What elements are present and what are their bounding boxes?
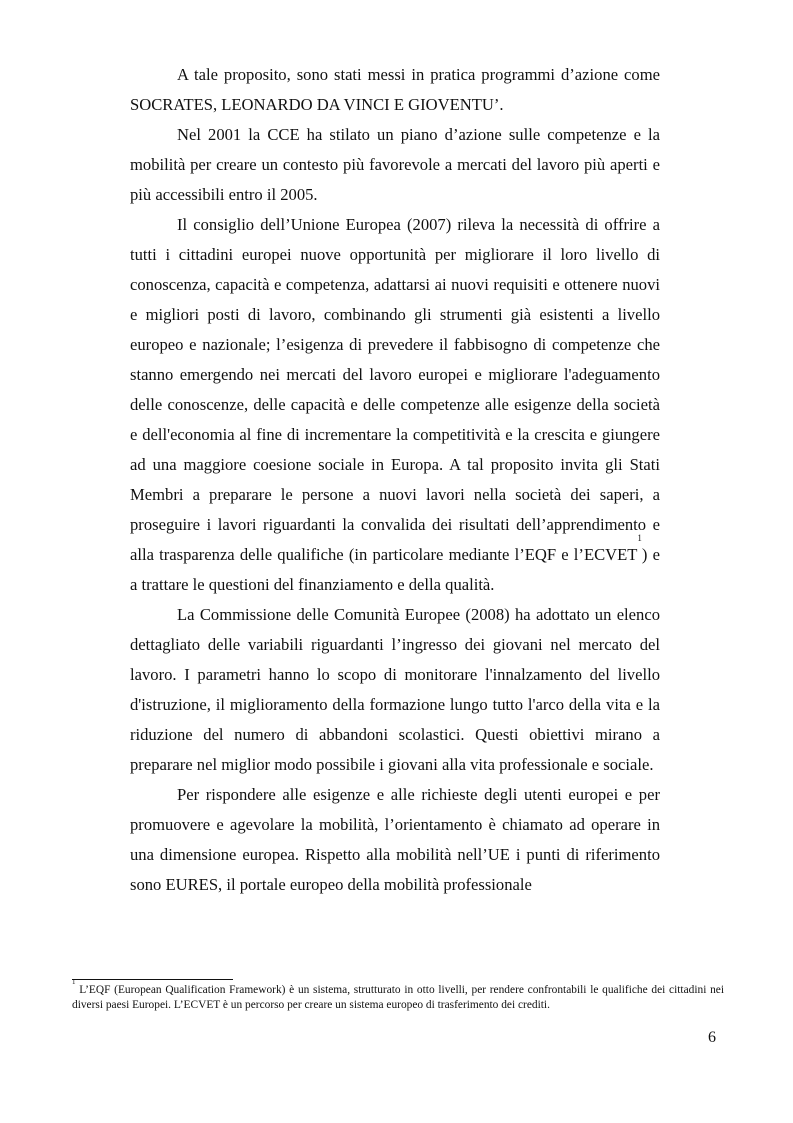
- footnote-text: L’EQF (European Qualification Framework) è un sistema, strutturato in otto livelli, per rendere confrontabili le qualifiche dei cittadini nei diversi paesi Europei. L’ECVET è un percorso per creare un sistema europeo di trasferimento dei crediti.: [72, 984, 724, 1011]
- paragraph-3: [130, 210, 660, 600]
- paragraph-1: A tale proposito, sono stati messi in pratica programmi d’azione come SOCRATES, LEONARDO DA VINCI E GIOVENTU’.: [130, 65, 660, 114]
- paragraph-3-text: Il consiglio dell’Unione Europea (2007) rileva la necessità di offrire a tutti i cittadini europei nuove opportunità per migliorare il loro livello di conoscenza, capacità e competenza, adattarsi ai nuovi requisiti e ottenere nuovi e migliori posti di lavoro, combinando gli strumenti già esistenti a livello europeo e nazionale; l’esigenza di prevedere il fabbisogno di competenze che stanno emergendo nei mercati del lavoro europei e migliorare l'adeguamento delle conoscenze, delle capacità e delle competenze alle esigenze della società e dell'economia al fine di incrementare la competitività e la crescita e giungere ad una maggiore coesione sociale in Europa. A tal proposito invita gli Stati Membri a preparare le persone a nuovi lavori nella società dei saperi, a proseguire i lavori riguardanti la convalida dei risultati dell’apprendimento e alla trasparenza delle qualifiche (in particolare mediante l’EQF e l’ECVET: [130, 215, 660, 564]
- paragraph-2: Nel 2001 la CCE ha stilato un piano d’azione sulle competenze e la mobilità per creare un contesto più favorevole a mercati del lavoro più aperti e più accessibili entro il 2005.: [130, 125, 660, 204]
- body-text: [130, 60, 660, 900]
- footnote-reference[interactable]: 1: [637, 533, 642, 543]
- page-number: 6: [708, 1029, 716, 1046]
- paragraph-4: La Commissione delle Comunità Europee (2008) ha adottato un elenco dettagliato delle variabili riguardanti l’ingresso dei giovani nel mercato del lavoro. I parametri hanno lo scopo di monitorare l'innalzamento del livello d'istruzione, il miglioramento della formazione lungo tutto l'arco della vita e la riduzione del numero di abbandoni scolastici. Questi obiettivi mirano a preparare nel miglior modo possibile i giovani alla vita professionale e sociale.: [130, 605, 660, 774]
- paragraph-3-text-end: ) e a trattare le questioni del finanziamento e della qualità.: [130, 545, 660, 594]
- paragraph-5: Per rispondere alle esigenze e alle richieste degli utenti europei e per promuovere e agevolare la mobilità, l’orientamento è chiamato ad operare in una dimensione europea. Rispetto alla mobilità nell’UE i punti di riferimento sono EURES, il portale europeo della mobilità professionale: [130, 785, 660, 894]
- footnote-mark: 1: [72, 978, 76, 986]
- footnote: [72, 978, 724, 1013]
- footnote-separator: [72, 979, 233, 980]
